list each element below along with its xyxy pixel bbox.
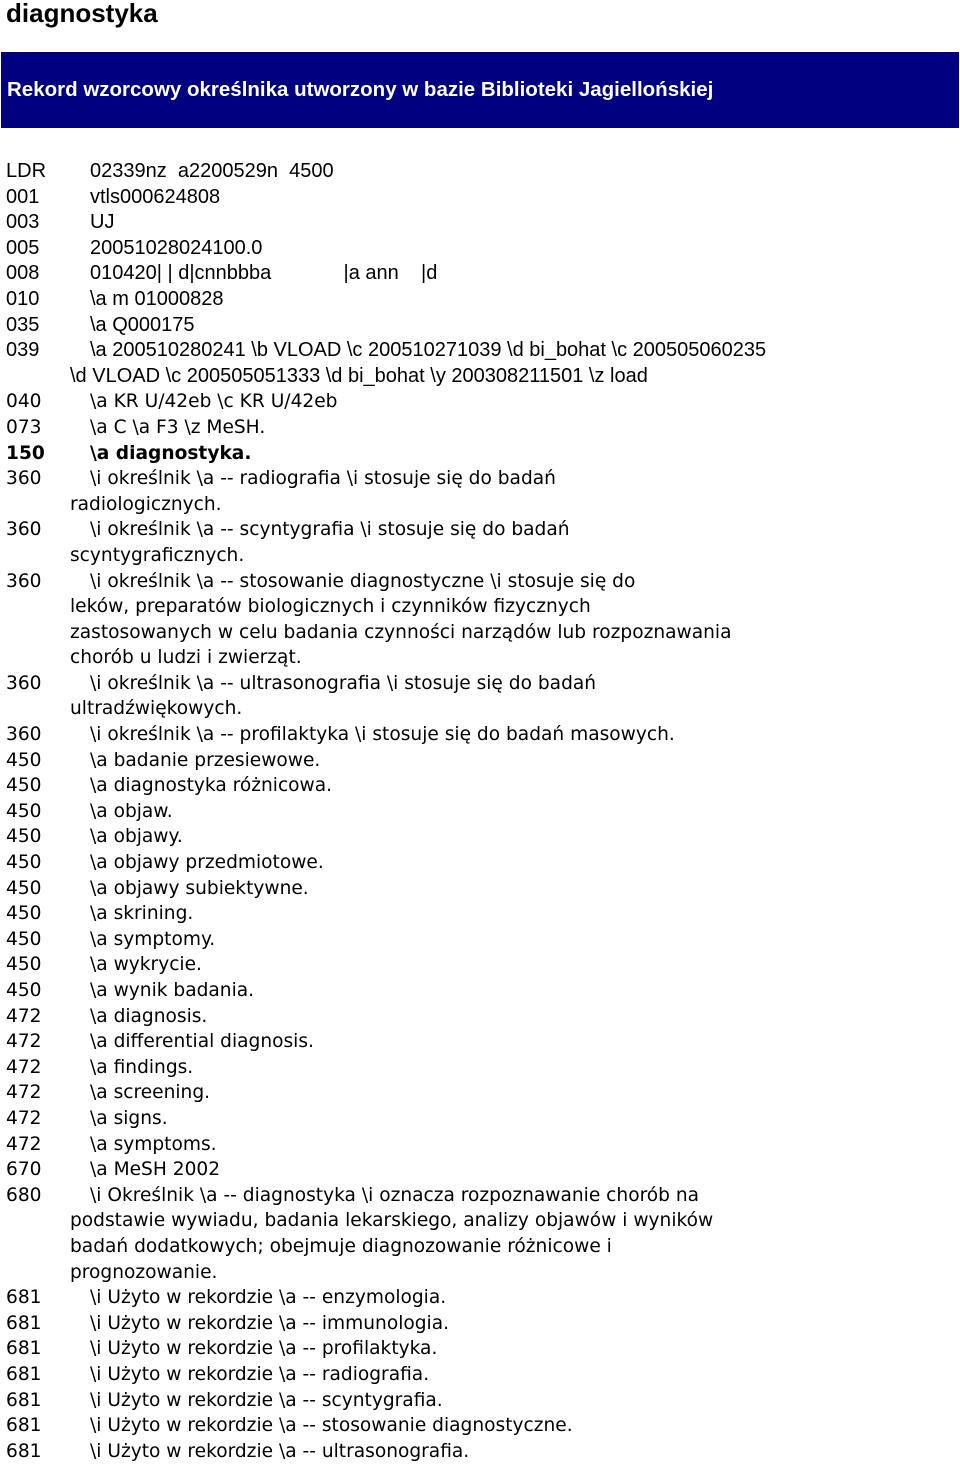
field-value-line: \a findings. bbox=[90, 1056, 194, 1078]
marc-field-LDR bbox=[0, 159, 960, 185]
marc-field-472 bbox=[0, 1004, 960, 1030]
field-tag: 003 bbox=[6, 211, 40, 234]
field-value bbox=[70, 978, 948, 1004]
field-value bbox=[70, 901, 948, 927]
field-tag: 472 bbox=[6, 1005, 42, 1027]
field-value bbox=[70, 671, 948, 722]
marc-field-450 bbox=[0, 850, 960, 876]
marc-field-681 bbox=[0, 1439, 960, 1464]
field-value-line: \a wynik badania. bbox=[90, 980, 255, 1001]
field-value bbox=[70, 236, 948, 262]
field-value bbox=[70, 210, 948, 236]
field-tag: 681 bbox=[6, 1415, 42, 1437]
field-value bbox=[70, 1413, 948, 1439]
field-value-line: \i Użyto w rekordzie \a -- ultrasonografia. bbox=[90, 1440, 470, 1462]
marc-record-list bbox=[0, 159, 960, 1464]
marc-field-450 bbox=[0, 876, 960, 902]
field-value-line: \a objawy. bbox=[90, 826, 183, 848]
field-tag: 450 bbox=[6, 928, 42, 950]
field-value bbox=[70, 952, 948, 978]
marc-field-008 bbox=[0, 261, 960, 287]
field-value-line: \i określnik \a -- ultrasonografia \i stosuje się do badań bbox=[90, 672, 597, 694]
marc-field-472 bbox=[0, 1106, 960, 1132]
field-value-continuation: \d VLOAD \c 200505051333 \d bi_bohat \y 200308211501 \z load bbox=[70, 364, 648, 387]
field-tag: 472 bbox=[6, 1082, 42, 1104]
field-value-line: \a diagnostyka różnicowa. bbox=[90, 775, 333, 797]
field-tag: 150 bbox=[6, 442, 45, 464]
field-tag: LDR bbox=[6, 160, 47, 182]
marc-field-360 bbox=[0, 517, 960, 568]
marc-field-681 bbox=[0, 1311, 960, 1337]
marc-field-073 bbox=[0, 415, 960, 441]
field-value-line: UJ bbox=[90, 211, 115, 234]
field-tag: 450 bbox=[6, 800, 42, 822]
marc-field-035 bbox=[0, 313, 960, 339]
field-value-line: \a skrining. bbox=[90, 903, 194, 925]
field-value bbox=[70, 824, 948, 850]
field-value-line: \a wykrycie. bbox=[90, 954, 202, 976]
marc-field-450 bbox=[0, 901, 960, 927]
field-tag: 360 bbox=[6, 724, 42, 746]
field-value bbox=[70, 441, 948, 467]
field-tag: 450 bbox=[6, 826, 42, 848]
field-value-continuation: badań dodatkowych; obejmuje diagnozowanie różnicowe i bbox=[70, 1235, 612, 1257]
field-tag: 008 bbox=[6, 262, 40, 285]
field-value bbox=[70, 799, 948, 825]
marc-field-450 bbox=[0, 748, 960, 774]
field-value bbox=[70, 1106, 948, 1132]
field-value bbox=[70, 261, 948, 287]
field-tag: 040 bbox=[6, 391, 42, 413]
field-value-continuation: zastosowanych w celu badania czynności narządów lub rozpoznawania bbox=[70, 621, 732, 643]
field-value-continuation: ultradźwiękowych. bbox=[70, 698, 243, 720]
field-tag: 681 bbox=[6, 1287, 42, 1309]
field-tag: 450 bbox=[6, 954, 42, 976]
field-value bbox=[70, 1336, 948, 1362]
marc-field-681 bbox=[0, 1362, 960, 1388]
field-value-line: \i Określnik \a -- diagnostyka \i oznacza rozpoznawanie chorób na bbox=[90, 1184, 700, 1206]
field-value bbox=[70, 159, 948, 185]
marc-field-681 bbox=[0, 1388, 960, 1414]
field-tag: 039 bbox=[6, 339, 40, 362]
field-value-line: \a differential diagnosis. bbox=[90, 1031, 314, 1053]
marc-field-450 bbox=[0, 952, 960, 978]
field-value bbox=[70, 1004, 948, 1030]
field-tag: 360 bbox=[6, 468, 42, 490]
record-banner: Rekord wzorcowy określnika utworzony w bazie Biblioteki Jagiellońskiej bbox=[1, 52, 959, 128]
field-tag: 681 bbox=[6, 1312, 42, 1334]
field-tag: 450 bbox=[6, 980, 42, 1001]
field-value bbox=[70, 1157, 948, 1183]
field-value bbox=[70, 1080, 948, 1106]
field-value-line: \a diagnosis. bbox=[90, 1005, 208, 1027]
page-title: diagnostyka bbox=[6, 0, 158, 28]
field-value bbox=[70, 773, 948, 799]
marc-field-039 bbox=[0, 338, 960, 389]
marc-field-005 bbox=[0, 236, 960, 262]
field-value-continuation: leków, preparatów biologicznych i czynników fizycznych bbox=[70, 596, 591, 618]
marc-field-472 bbox=[0, 1080, 960, 1106]
field-tag: 010 bbox=[6, 287, 40, 310]
field-tag: 472 bbox=[6, 1056, 42, 1078]
field-tag: 360 bbox=[6, 519, 42, 541]
field-value-line: \i określnik \a -- scyntygrafia \i stosuje się do badań bbox=[90, 519, 570, 541]
field-value-continuation: radiologicznych. bbox=[70, 493, 222, 515]
field-value-line: \i określnik \a -- stosowanie diagnostyczne \i stosuje się do bbox=[90, 570, 636, 592]
field-tag: 450 bbox=[6, 852, 42, 874]
field-value-line: \a C \a F3 \z MeSH. bbox=[90, 416, 266, 438]
marc-field-010 bbox=[0, 287, 960, 313]
marc-field-150 bbox=[0, 441, 960, 467]
field-tag: 450 bbox=[6, 749, 42, 771]
field-value-line: \a m 01000828 bbox=[90, 287, 224, 310]
marc-field-450 bbox=[0, 927, 960, 953]
marc-field-360 bbox=[0, 722, 960, 748]
field-value-line: \i Użyto w rekordzie \a -- immunologia. bbox=[90, 1312, 450, 1334]
field-tag: 450 bbox=[6, 877, 42, 899]
field-value-line: \a objawy przedmiotowe. bbox=[90, 852, 324, 874]
field-value-line: \a objaw. bbox=[90, 800, 173, 822]
field-value-line: \i określnik \a -- profilaktyka \i stosuje się do badań masowych. bbox=[90, 724, 675, 746]
field-value bbox=[70, 927, 948, 953]
field-value-line: \i Użyto w rekordzie \a -- stosowanie diagnostyczne. bbox=[90, 1415, 573, 1437]
field-value-line: \i Użyto w rekordzie \a -- scyntygrafia. bbox=[90, 1389, 443, 1411]
field-value-line: 02339nz a2200529n 4500 bbox=[90, 160, 334, 182]
marc-field-472 bbox=[0, 1132, 960, 1158]
field-value bbox=[70, 517, 948, 568]
field-value-line: \a signs. bbox=[90, 1107, 168, 1129]
field-tag: 360 bbox=[6, 672, 42, 694]
field-value-line: \a objawy subiektywne. bbox=[90, 877, 309, 899]
field-tag: 681 bbox=[6, 1363, 42, 1385]
field-value bbox=[70, 1362, 948, 1388]
field-value bbox=[70, 1029, 948, 1055]
field-value-line: \a 200510280241 \b VLOAD \c 200510271039 \d bi_bohat \c 200505060235 bbox=[90, 339, 767, 362]
field-tag: 073 bbox=[6, 416, 42, 438]
marc-field-450 bbox=[0, 978, 960, 1004]
marc-field-360 bbox=[0, 466, 960, 517]
field-value-continuation: podstawie wywiadu, badania lekarskiego, analizy objawów i wyników bbox=[70, 1210, 714, 1232]
field-value-line: \a diagnostyka. bbox=[90, 442, 252, 464]
field-value-line: \a screening. bbox=[90, 1082, 211, 1104]
field-value bbox=[70, 1285, 948, 1311]
field-tag: 001 bbox=[6, 185, 40, 208]
marc-field-680 bbox=[0, 1183, 960, 1285]
field-value bbox=[70, 466, 948, 517]
field-value bbox=[70, 185, 948, 211]
marc-field-681 bbox=[0, 1413, 960, 1439]
field-tag: 450 bbox=[6, 903, 42, 925]
field-tag: 005 bbox=[6, 236, 40, 259]
marc-field-040 bbox=[0, 389, 960, 415]
field-value-continuation: prognozowanie. bbox=[70, 1261, 218, 1283]
field-value-line: \a badanie przesiewowe. bbox=[90, 749, 321, 771]
marc-field-472 bbox=[0, 1029, 960, 1055]
field-tag: 472 bbox=[6, 1107, 42, 1129]
field-value bbox=[70, 1132, 948, 1158]
field-value bbox=[70, 1311, 948, 1337]
field-tag: 680 bbox=[6, 1184, 42, 1206]
field-value bbox=[70, 876, 948, 902]
field-value bbox=[70, 338, 948, 389]
field-tag: 681 bbox=[6, 1338, 42, 1360]
marc-field-681 bbox=[0, 1285, 960, 1311]
field-value-line: \a KR U/42eb \c KR U/42eb bbox=[90, 391, 338, 413]
field-value bbox=[70, 1183, 948, 1285]
field-value-line: \i Użyto w rekordzie \a -- profilaktyka. bbox=[90, 1338, 438, 1360]
marc-field-360 bbox=[0, 671, 960, 722]
marc-field-450 bbox=[0, 773, 960, 799]
field-tag: 670 bbox=[6, 1159, 42, 1181]
field-tag: 450 bbox=[6, 775, 42, 797]
field-value-line: \a Q000175 bbox=[90, 313, 195, 336]
field-value-line: \a symptoms. bbox=[90, 1133, 217, 1155]
field-value bbox=[70, 1439, 948, 1464]
field-value-line: \i określnik \a -- radiografia \i stosuje się do badań bbox=[90, 468, 556, 490]
field-value-line: vtls000624808 bbox=[90, 185, 221, 208]
marc-field-001 bbox=[0, 185, 960, 211]
field-value bbox=[70, 1055, 948, 1081]
field-value-continuation: scyntygraficznych. bbox=[70, 544, 245, 566]
field-value-line: 010420| | d|cnnbbba |a ann |d bbox=[90, 262, 438, 285]
marc-field-450 bbox=[0, 799, 960, 825]
field-value bbox=[70, 287, 948, 313]
field-value-line: \a symptomy. bbox=[90, 928, 216, 950]
field-value bbox=[70, 389, 948, 415]
field-value bbox=[70, 313, 948, 339]
field-value-line: 20051028024100.0 bbox=[90, 236, 263, 259]
field-value bbox=[70, 569, 948, 671]
field-value-line: \a MeSH 2002 bbox=[90, 1159, 221, 1181]
marc-field-003 bbox=[0, 210, 960, 236]
field-value bbox=[70, 415, 948, 441]
field-value-line: \i Użyto w rekordzie \a -- enzymologia. bbox=[90, 1287, 447, 1309]
field-value bbox=[70, 748, 948, 774]
field-value bbox=[70, 722, 948, 748]
marc-field-670 bbox=[0, 1157, 960, 1183]
field-value bbox=[70, 850, 948, 876]
field-tag: 035 bbox=[6, 313, 40, 336]
marc-field-450 bbox=[0, 824, 960, 850]
marc-field-681 bbox=[0, 1336, 960, 1362]
field-tag: 472 bbox=[6, 1031, 42, 1053]
field-tag: 360 bbox=[6, 570, 42, 592]
field-tag: 681 bbox=[6, 1389, 42, 1411]
field-tag: 472 bbox=[6, 1133, 42, 1155]
marc-field-360 bbox=[0, 569, 960, 671]
field-value-line: \i Użyto w rekordzie \a -- radiografia. bbox=[90, 1363, 430, 1385]
marc-field-472 bbox=[0, 1055, 960, 1081]
field-tag: 681 bbox=[6, 1440, 42, 1462]
field-value bbox=[70, 1388, 948, 1414]
field-value-continuation: chorób u ludzi i zwierząt. bbox=[70, 647, 302, 669]
